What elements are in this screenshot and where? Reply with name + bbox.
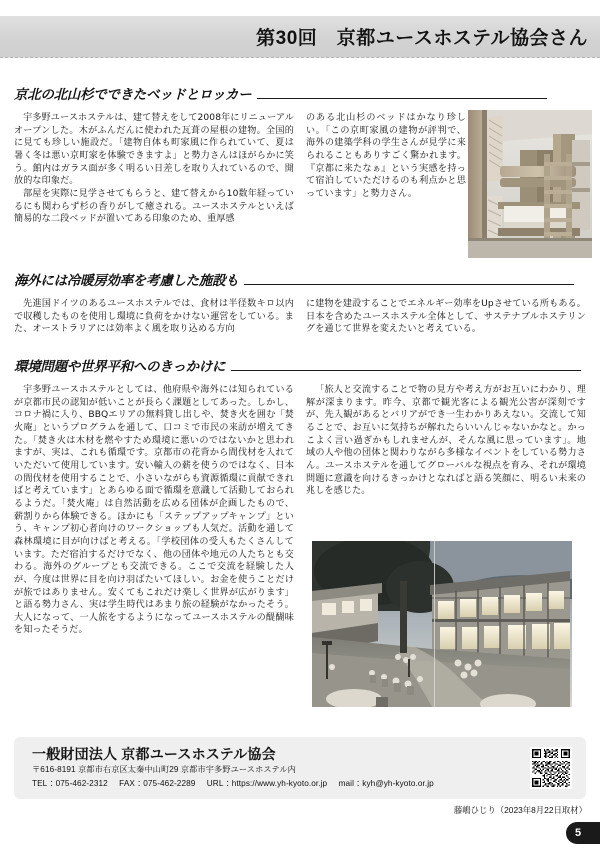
paragraph: 宇多野ユースホステルは、建て替えをして2008年にリニューアルオープンした。木がふんだんに使われた瓦葺の屋根の建物。全国的に見ても珍しい施設だ。「建物自体も町家風に作られていて、夏は暑く冬は悪い京町家を体験できますよ」と勢力さんはほがらかに笑う。館内はガラス面が多く明るい日差しを取り入れているので、開放的な印象だ。 — [14, 113, 294, 187]
column-right — [306, 298, 586, 336]
qr-code-image — [532, 749, 570, 787]
footer-mail[interactable]: mail：kyh@yh-kyoto.or.jp — [338, 779, 434, 788]
column-left — [14, 384, 294, 637]
paragraph: のある北山杉のベッドはかなり珍しい。「この京町家風の建物が評判で、海外の建築学科の学生さんが見学に来られることもありすごく驚かれます。『京都に来たなぁ』という実感を持って宿泊していただけるのも利点かと思っています」と勢力さん。 — [306, 113, 466, 199]
section-title: 京北の北山杉でできたベッドとロッカー — [14, 87, 252, 103]
paragraph: 部屋を実際に見学させてもらうと、建て替えから10数年経っているにも関わらず杉の香りがして癒される。ユースホステルといえば簡易的な二段ベッドが置いてある印象のため、重厚感 — [14, 188, 294, 225]
paragraph: に建物を建設することでエネルギー効率をUpさせている所もある。日本を含めたユースホステル全体として、サステナブルホステリングを通じて世界を変えたいと考えている。 — [306, 299, 586, 335]
section-heading-row — [14, 358, 586, 378]
column-right — [306, 112, 466, 226]
column-left — [14, 112, 294, 226]
footer-postal-address: 〒616-8191 京都市右京区太秦中山町29 京都市宇多野ユースホステル内 — [32, 765, 296, 774]
section-heading-row — [14, 86, 586, 106]
heading-rule — [231, 370, 581, 371]
footer-contact-line — [32, 778, 443, 789]
footer-contact-box — [14, 737, 586, 799]
section-heading-row — [14, 272, 586, 292]
photo-bunk-beds — [468, 110, 592, 258]
page-number-badge — [566, 822, 600, 844]
section-columns — [14, 298, 586, 336]
section-overseas-efficiency — [14, 272, 586, 336]
heading-rule — [244, 284, 574, 285]
photo-bunk-beds-image — [468, 110, 592, 258]
footer-url[interactable]: URL：https://www.yh-kyoto.or.jp — [206, 779, 328, 788]
paragraph: 「旅人と交流することで物の見方や考え方がお互いにわかり、理解が深まります。昨今、京都で観光客による観光公害が深刻ですが、先入観があるとバリアができ一生わかりあえない。交流して知ることで、お互いに気持ちが解れたらいいんじゃないかなと。かっこよく言い過ぎかもしれませんが、そんな風に思っています」。地域の人や他の団体と関わりながら多様なイベントをしている勢力さん。ユースホステルを通してグローバルな視点を育み、それが環境問題に意識を向けるきっかけとなればと語る笑顔に、明るい未来の兆しを感じた。 — [306, 385, 586, 497]
paragraph: 宇多野ユースホステルとしては、他府県や海外には知られているが京都市民の認知が低いことが長らく課題としてあった。しかし、コロナ禍に入り、BBQエリアの無料貸し出しや、焚き火を囲む「焚火庵」というプログラムを通して、口コミで市民の来訪が増えてきた。「焚き火は木材を燃やすため環境に悪いのではないかと思われますが、実は、これも循環です。京都市の花背から間伐材を入れていただいて使用しています。安い輸入の薪を使うのではなく、日本の間伐材を使用することで、小さいながらも資源循環に貢献できればと考えています」とあらゆる面で循環を意識して活動しておられるようだ。「焚火庵」は自然活動を広める団体が企画したもので、薪割りから体験できる。ほかにも「ステップアップキャンプ」という、キャンプ初心者向けのワークショップも人気だ。活動を通して森林環境に目が向けばと考える。「学校団体の受入もたくさんしています。ただ宿泊するだけでなく、他の団体や地元の人たちとも交わる。海外のグループとも交流できる。ここで交流を経験した人が、今度は世界に目を向け羽ばたいてほしい。お金を使うことだけが旅ではありません。安くてもこれだけ楽しく世界が広がります」と語る勢力さん、実は学生時代はあまり旅の経験がなかったそう。大人になって、一人旅をするようになってユースホステルの醍醐味を知ったそうだ。 — [14, 385, 294, 636]
page-header-bar — [0, 16, 600, 58]
photo-courtyard-evening — [312, 541, 572, 707]
page-header-title: 第30回 京都ユースホステル協会さん — [256, 27, 588, 49]
footer-fax: FAX：075-462-2289 — [119, 779, 196, 788]
footer-organization-name: 一般財団法人 京都ユースホステル協会 — [32, 746, 276, 762]
photo-courtyard-evening-image — [312, 541, 572, 707]
heading-rule — [257, 98, 547, 99]
qr-code-icon[interactable] — [530, 747, 572, 789]
column-left — [14, 298, 294, 336]
section-title: 海外には冷暖房効率を考慮した施設も — [14, 273, 239, 289]
footer-tel: TEL：075-462-2312 — [32, 779, 108, 788]
paragraph: 先進国ドイツのあるユースホステルでは、食材は半径数キロ以内で収穫したものを使用し環境に負荷をかけない運営をしている。また、オーストラリアには効率よく風を取り込める方向 — [14, 299, 294, 335]
page-number-text: 5 — [575, 827, 582, 839]
section-title: 環境問題や世界平和へのきっかけに — [14, 359, 226, 375]
article-credit: 藤嶋ひじり（2023年8月22日取材） — [453, 805, 587, 815]
